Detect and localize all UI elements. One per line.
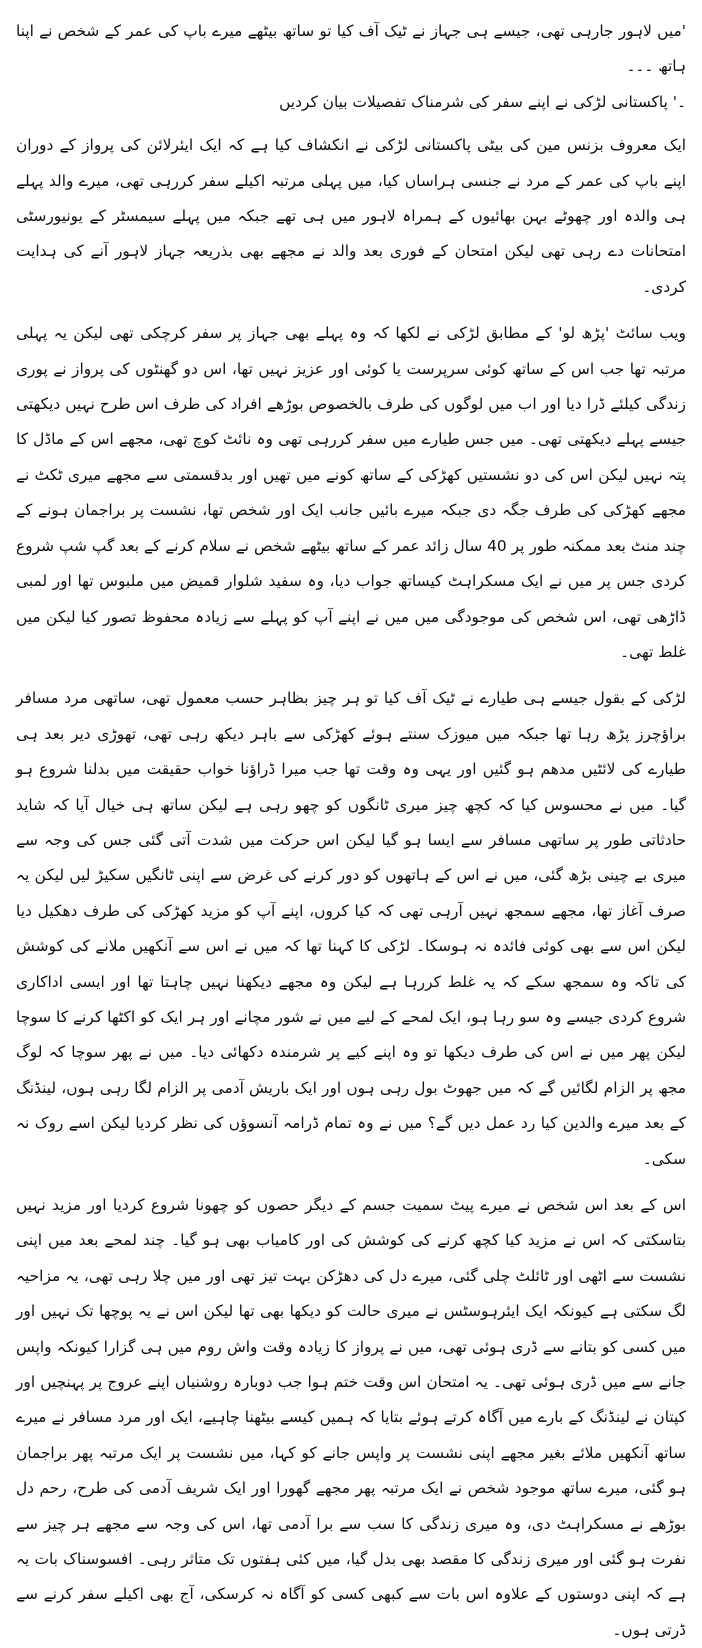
article-paragraph: ویب سائٹ 'پڑھ لو' کے مطابق لڑکی نے لکھا کہ وہ پہلے بھی جہاز پر سفر کرچکی تھی لیکن یہ پہلی مرتبہ تھا جب اس کے ساتھ کوئی سرپرست یا کوئی اور عزیز نہیں تھا، اس دو گھنٹوں کی پرواز نے پوری زندگی کیلئے ڈرا دیا اور اب میں لوگوں کی طرف بالخصوص بوڑھے افراد کی طرف اس طرح نہیں دیکھتی جیسے پہلے دیکھتی تھی۔ میں جس طیارے میں سفر کررہی تھی وہ نائٹ کوچ تھی، مجھے اس کے ماڈل کا پتہ نہیں لیکن اس کی دو نشستیں کھڑکی کے ساتھ کونے میں تھیں اور بدقسمتی سے مجھے میری ٹکٹ نے مجھے کھڑکی کی طرف جگہ دی جبکہ میرے بائیں جانب ایک اور شخص تھا، نشست پر براجمان ہونے کے چند منٹ بعد ممکنہ طور پر 40 سال زائد عمر کے ساتھ بیٹھے شخص نے سلام کرنے کے بعد گپ شپ شروع کردی جس پر میں نے ایک مسکراہٹ کیساتھ جواب دیا، وہ سفید شلوار قمیض میں ملبوس تھا اور لمبی ڈاڑھی تھی، اس شخص کی موجودگی میں میں نے اپنے آپ کو پہلے سے زیادہ محفوظ تصور کیا لیکن میں غلط تھی۔	[16, 324, 686, 661]
article-paragraph: لڑکی کے بقول جیسے ہی طیارے نے ٹیک آف کیا تو ہر چیز بظاہر حسب معمول تھی، ساتھی مرد مسافر براؤچرز پڑھ رہا تھا جبکہ میں میوزک سنتے ہوئے کھڑکی سے باہر دیکھ رہی تھی، تھوڑی دیر بعد ہی طیارے کی لائٹیں مدھم ہو گئیں اور یہی وہ وقت تھا جب میرا ڈراؤنا خواب حقیقت میں بدلنا شروع ہو گیا۔ میں نے محسوس کیا کہ کچھ چیز میری ٹانگوں کو چھو رہی ہے لیکن ساتھ ہی خیال آیا کہ شاید حادثاتی طور پر ساتھی مسافر سے ایسا ہو گیا لیکن اس حرکت میں شدت آتی گئی جس کی وجہ سے میری بے چینی بڑھ گئی، میں نے اس کے ہاتھوں کو دور کرنے کی غرض سے اپنی ٹانگیں سکیڑ لیں لیکن یہ صرف آغاز تھا، مجھے سمجھ نہیں آرہی تھی کہ کیا کروں، اپنے آپ کو مزید کھڑکی کی طرف دھکیل دیا لیکن اس سے بھی کوئی فائدہ نہ ہوسکا۔ لڑکی کا کہنا تھا کہ میں نے اس سے آنکھیں ملانے کی کوشش کی تاکہ وہ سمجھ سکے کہ یہ غلط کررہا ہے لیکن وہ مجھے دیکھنا نہیں چاہتا تھا اور ایسی اداکاری شروع کردی جیسے وہ سو رہا ہو، ایک لمحے کے لیے میں نے شور مچانے اور ہر ایک کو اکٹھا کرنے کا سوچا لیکن پھر میں نے اس کی طرف دیکھا تو وہ اپنے کیے پر شرمندہ دکھائی دیا۔ میں نے پھر سوچا کہ لوگ مجھ پر الزام لگائیں گے کہ میں جھوٹ بول رہی ہوں اور ایک باریش آدمی پر الزام لگا رہی ہوں، لینڈنگ کے بعد میرے والدین کیا رد عمل دیں گے؟ میں نے وہ تمام ڈرامہ آنسوؤں کی نظر کردیا لیکن اسے روک نہ سکی۔	[16, 689, 686, 1168]
headline-line-2: ۔' پاکستانی لڑکی نے اپنے سفر کی شرمناک تفصیلات بیان کردیں	[279, 92, 686, 111]
article-paragraph: اس کے بعد اس شخص نے میرے پیٹ سمیت جسم کے دیگر حصوں کو چھونا شروع کردیا اور مزید نہیں بتاسکتی کہ اس نے مزید کیا کچھ کرنے کی کوشش کی اور کامیاب بھی ہو گیا۔ چند لمحے بعد میں اپنی نشست سے اٹھی اور ٹائلٹ چلی گئی، میرے دل کی دھڑکن بہت تیز تھی اور میں چلا رہی تھی، یہ مزاحیہ لگ سکتی ہے کیونکہ ایک ایئرہوسٹس نے میری حالت کو دیکھا بھی تھا لیکن اس نے یہ پوچھا تک نہیں اور میں کسی کو بتانے سے ڈری ہوئی تھی، میں نے پرواز کا زیادہ وقت واش روم میں ہی گزارا کیونکہ واپس جانے سے میں ڈری ہوئی تھی۔ یہ امتحان اس وقت ختم ہوا جب دوبارہ روشنیاں اپنے عروج پر پہنچیں اور کپتان نے لینڈنگ کے بارے میں آگاہ کرتے ہوئے بتایا کہ ہمیں کیسے بیٹھنا چاہیے، ایک اور مرد مسافر نے میرے ساتھ آنکھیں ملائے بغیر مجھے اپنی نشست پر واپس جانے کو کہا، میں نشست پر ایک مرتبہ پھر براجمان ہو گئی، میرے ساتھ موجود شخص نے ایک مرتبہ پھر مجھے گھورا اور ایک شریف آدمی کی طرح، رحم دل بوڑھے نے مسکراہٹ دی، وہ میری زندگی کا سب سے برا آدمی تھا، اس کی وجہ سے مجھے ہر چیز سے نفرت ہو گئی اور میری زندگی کا مقصد بھی بدل گیا، میں کئی ہفتوں تک متاثر رہی۔ افسوسناک بات یہ ہے کہ اپنی دوستوں کے علاوہ اس بات سے کبھی کسی کو آگاہ نہ کرسکی، آج بھی اکیلے سفر کرنے سے ڈرتی ہوں۔	[16, 1196, 686, 1639]
article-paragraph: ایک معروف بزنس مین کی بیٹی پاکستانی لڑکی نے انکشاف کیا ہے کہ ایک ایئرلائن کی پرواز کے دوران اپنے باپ کی عمر کے مرد نے جنسی ہراساں کیا، میں پہلی مرتبہ اکیلے سفر کررہی تھی، میرے والد پہلے ہی والدہ اور چھوٹے بہن بھائیوں کے ہمراہ لاہور میں ہی تھے جبکہ میں پہلے سیمسٹر کے یونیورسٹی امتحانات دے رہی تھی لیکن امتحان کے فوری بعد والد نے مجھے بھی بذریعہ جہاز لاہور آنے کی ہدایت کردی۔	[16, 136, 686, 296]
headline-line-1: 'میں لاہور جارہی تھی، جیسے ہی جہاز نے ٹیک آف کیا تو ساتھ بیٹھے میرے باپ کی عمر کے شخص نے اپنا ہاتھ ۔۔۔	[16, 22, 686, 76]
